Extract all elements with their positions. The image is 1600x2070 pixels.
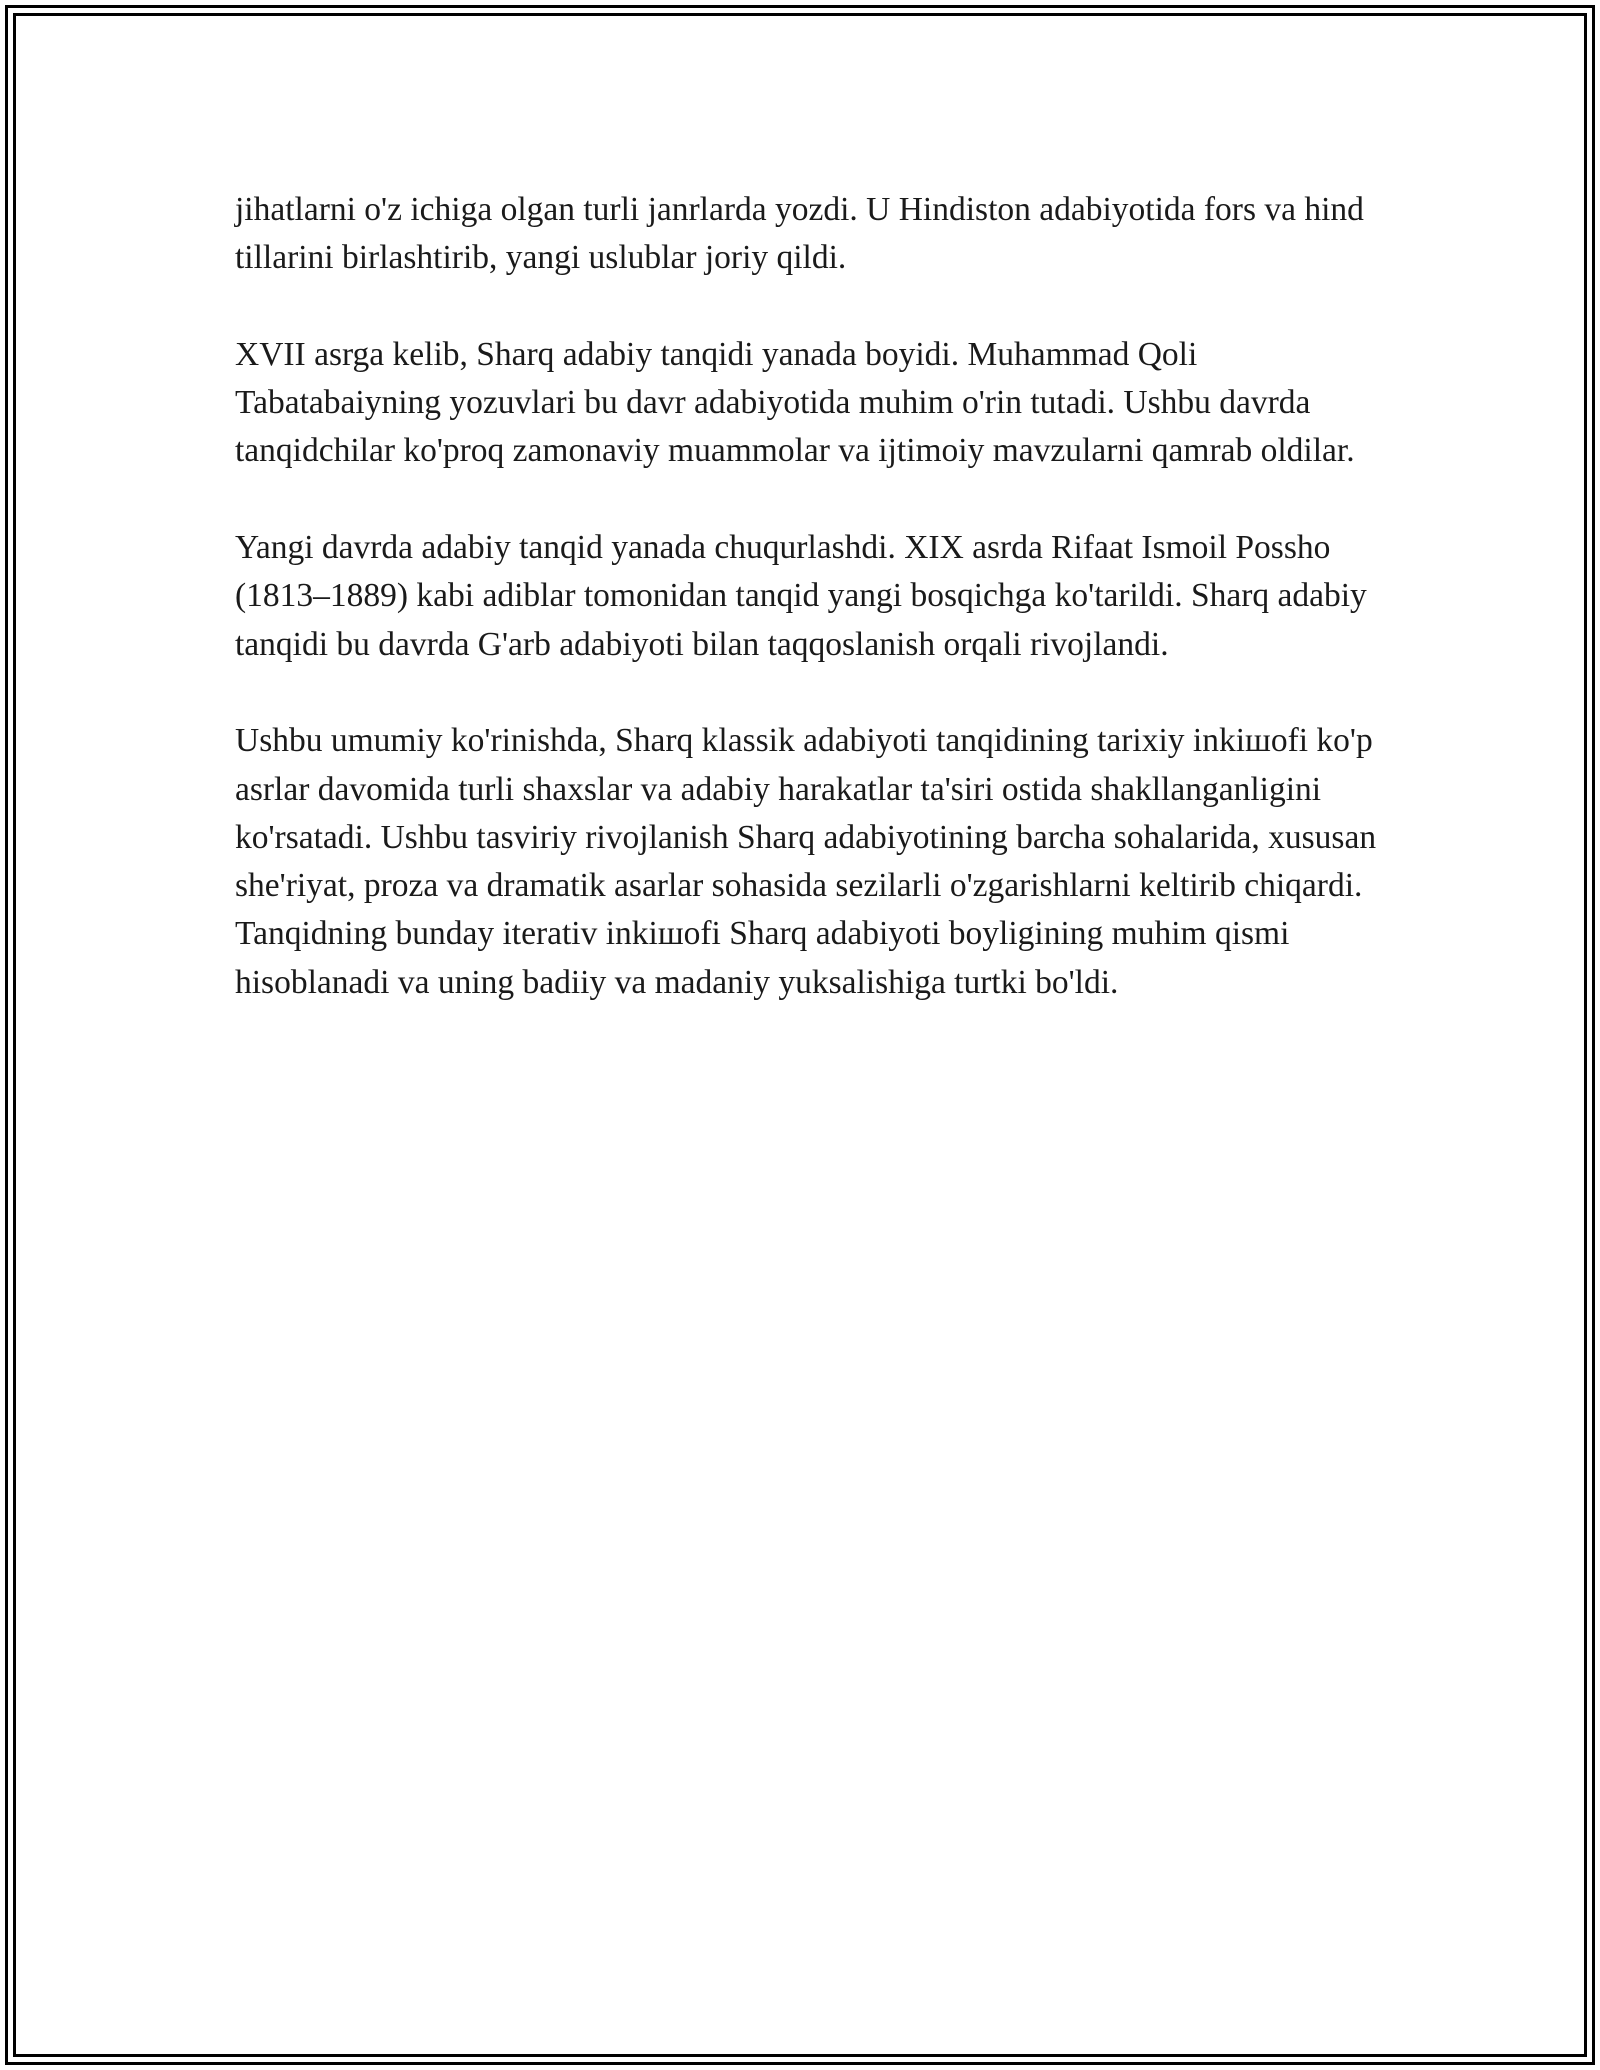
paragraph-3: Yangi davrda adabiy tanqid yanada chuqurlashdi. XIX asrda Rifaat Ismoil Possho (1813–1889) kabi adiblar tomonidan tanqid yangi bosqichga ko'tarildi. Sharq adabiy tanqidi bu davrda G'arb adabiyoti bilan taqqoslanish orqali rivojlandi.: [235, 529, 1367, 663]
paragraph-1: jihatlarni o'z ichiga olgan turli janrlarda yozdi. U Hindiston adabiyotida fors va hind tillarini birlashtirib, yangi uslublar joriy qildi.: [235, 191, 1364, 277]
paragraph-4: Ushbu umumiy ko'rinishda, Sharq klassik adabiyoti tanqidining tarixiy inkiшofi ko'p asrlar davomida turli shaxslar va adabiy harakatlar ta'siri ostida shakllanganligini ko'rsatadi. Ushbu tasviriy rivojlanish Sharq adabiyotining barcha sohalarida, xususan she'riyat, proza va dramatik asarlar sohasida sezilarli o'zgarishlarni keltirib chiqardi. Tanqidning bunday iterativ inkiшofi Sharq adabiyoti boyligining muhim qismi hisoblanadi va uning badiiy va madaniy yuksalishiga turtki bo'ldi.: [235, 722, 1377, 1001]
paragraph-2: XVII asrga kelib, Sharq adabiy tanqidi yanada boyidi. Muhammad Qoli Tabatabaiyning yozuvlari bu davr adabiyotida muhim o'rin tutadi. Ushbu davrda tanqidchilar ko'proq zamonaviy muammolar va ijtimoiy mavzularni qamrab oldilar.: [235, 335, 1355, 470]
document-body: [235, 186, 1395, 1055]
